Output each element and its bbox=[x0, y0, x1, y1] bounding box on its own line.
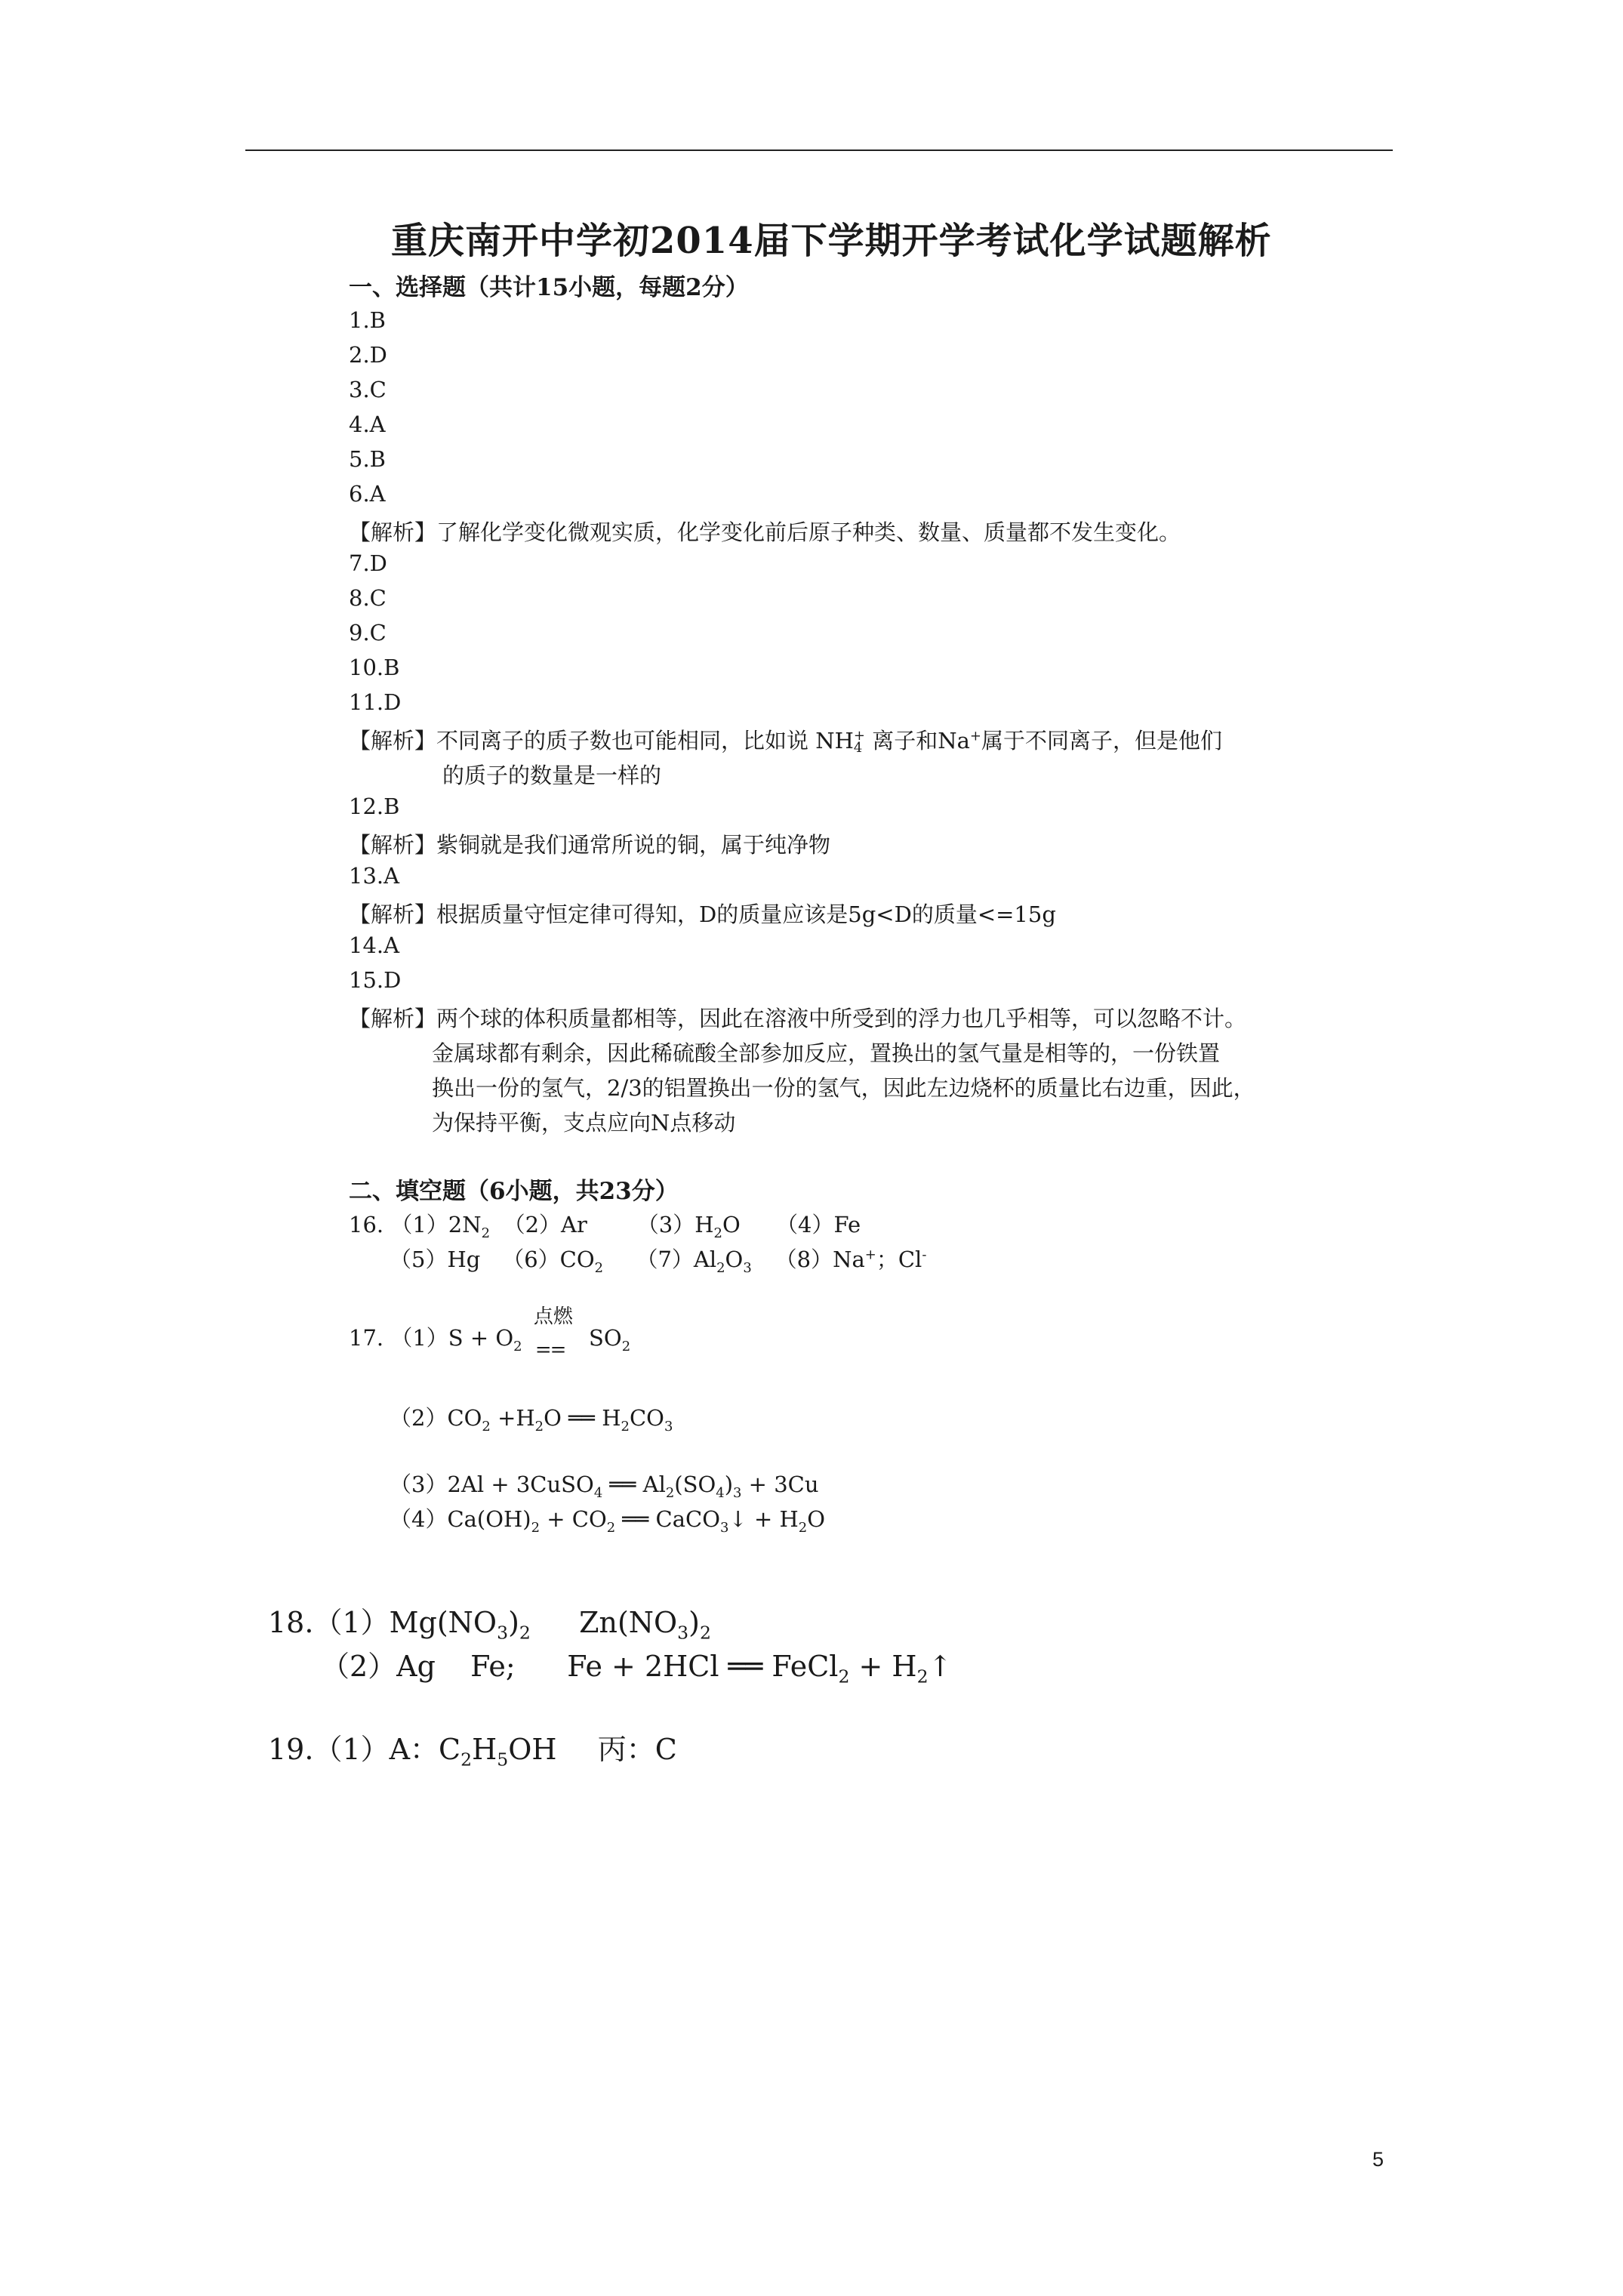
analysis-13 bbox=[349, 898, 1056, 929]
q17-l1-sub2: 2 bbox=[621, 1338, 631, 1354]
q19-line1 bbox=[268, 1726, 677, 1771]
analysis-12-text: 紫铜就是我们通常所说的铜，属于纯净物 bbox=[436, 832, 831, 858]
q17-l2-d: CO bbox=[629, 1405, 664, 1431]
analysis-label: 【解析】 bbox=[349, 519, 437, 545]
q17-l4-s1: 2 bbox=[531, 1519, 540, 1536]
analysis-11-line2: 的质子的数量是一样的 bbox=[442, 763, 662, 788]
q16-p8-sup: + bbox=[864, 1247, 876, 1263]
analysis-6 bbox=[349, 516, 1181, 547]
q17-l1-b: SO bbox=[589, 1325, 622, 1351]
q18-number: 18. bbox=[268, 1606, 314, 1639]
q17-l3-s4: 3 bbox=[733, 1484, 742, 1501]
reaction-condition bbox=[533, 1305, 577, 1361]
analysis-label: 【解析】 bbox=[349, 901, 437, 927]
q16-p3-sub: 2 bbox=[713, 1225, 722, 1241]
q18-l1-b: ) bbox=[508, 1606, 519, 1639]
q16-p6: （6）CO bbox=[502, 1247, 595, 1272]
answer-4: 4.A bbox=[349, 411, 386, 437]
q17-number: 17. bbox=[349, 1325, 384, 1351]
q16-part6 bbox=[502, 1243, 629, 1274]
analysis-13-text: 根据质量守恒定律可得知，D的质量应该是5g<D的质量<=15g bbox=[436, 901, 1056, 927]
q18-l2-s1: 2 bbox=[838, 1666, 850, 1687]
analysis-label: 【解析】 bbox=[349, 728, 437, 754]
page-title: 重庆南开中学初2014届下学期开学考试化学试题解析 bbox=[391, 220, 1272, 262]
q18-l2-e: ↑ bbox=[928, 1650, 953, 1683]
q17-l2-s3: 2 bbox=[621, 1418, 630, 1435]
analysis-15-line1 bbox=[349, 1002, 1246, 1033]
q16-line2 bbox=[390, 1243, 926, 1274]
answer-12: 12.B bbox=[349, 794, 400, 819]
q17-l3-b: ══ Al bbox=[602, 1472, 666, 1497]
q17-l4-s2: 2 bbox=[606, 1519, 616, 1536]
q17-l2-a: （2）CO bbox=[390, 1405, 482, 1431]
q17-line2 bbox=[390, 1401, 673, 1435]
q18-l1-a: （1）Mg(NO bbox=[313, 1606, 497, 1639]
q17-line1 bbox=[349, 1305, 631, 1361]
header-rule bbox=[245, 149, 1393, 151]
q16-p6-sub: 2 bbox=[594, 1259, 604, 1276]
analysis-11-text-c: 属于不同离子，但是他们 bbox=[981, 728, 1222, 754]
q16-p7-sub1: 2 bbox=[716, 1259, 725, 1276]
q18-l1-s1: 3 bbox=[497, 1622, 509, 1644]
answer-5: 5.B bbox=[349, 446, 386, 472]
analysis-15-line2: 金属球都有剩余，因此稀硫酸全部参加反应，置换出的氢气量是相等的，一份铁置 bbox=[432, 1040, 1221, 1066]
q18-l2-d: + H bbox=[849, 1650, 917, 1683]
q17-l2-s2: 2 bbox=[534, 1418, 544, 1435]
q17-l3-s3: 4 bbox=[716, 1484, 725, 1501]
q19-l1-b: H bbox=[472, 1733, 497, 1766]
q19-l1-s2: 5 bbox=[497, 1749, 509, 1771]
q18-l2-b: Fe; bbox=[470, 1650, 516, 1683]
answer-13: 13.A bbox=[349, 863, 400, 889]
answer-11: 11.D bbox=[349, 689, 402, 715]
q17-l2-s1: 2 bbox=[482, 1418, 491, 1435]
q16-part2: （2）Ar bbox=[503, 1212, 587, 1237]
answer-8: 8.C bbox=[349, 585, 387, 611]
analysis-label: 【解析】 bbox=[349, 1006, 437, 1031]
equals-sign: == bbox=[534, 1339, 565, 1361]
answer-10: 10.B bbox=[349, 655, 400, 680]
q17-l2-s4: 3 bbox=[664, 1418, 673, 1435]
na-charge: + bbox=[969, 728, 981, 744]
q18-l2-c: Fe + 2HCl ══ FeCl bbox=[567, 1650, 839, 1683]
q17-line4 bbox=[390, 1502, 825, 1536]
q17-l4-d: ↓ + H bbox=[728, 1506, 799, 1532]
q18-l1-c: Zn(NO bbox=[579, 1606, 678, 1639]
q16-line1 bbox=[349, 1208, 861, 1239]
q18-l1-s4: 2 bbox=[699, 1622, 711, 1644]
analysis-11-text-b: 离子和Na bbox=[872, 728, 970, 754]
q16-p8: （8）Na bbox=[775, 1247, 865, 1272]
q18-l1-d: ) bbox=[688, 1606, 700, 1639]
analysis-12 bbox=[349, 828, 830, 859]
q16-number: 16. bbox=[349, 1212, 384, 1237]
q16-p8b: ；Cl bbox=[876, 1247, 922, 1272]
q16-p3b: O bbox=[722, 1212, 741, 1237]
analysis-15-text-1: 两个球的体积质量都相等，因此在溶液中所受到的浮力也几乎相等，可以忽略不计。 bbox=[436, 1006, 1247, 1031]
q18-l1-s2: 2 bbox=[519, 1622, 531, 1644]
ion-symbol: NH bbox=[815, 728, 854, 754]
q16-p8-sup2: - bbox=[922, 1247, 927, 1263]
q16-part3 bbox=[637, 1208, 769, 1239]
page-number: 5 bbox=[1372, 2148, 1384, 2171]
q16-part8 bbox=[775, 1247, 927, 1272]
q19-number: 19. bbox=[268, 1733, 314, 1766]
q18-line1 bbox=[268, 1599, 711, 1644]
q17-line3 bbox=[390, 1468, 819, 1499]
analysis-15-line4: 为保持平衡，支点应向N点移动 bbox=[432, 1110, 736, 1136]
q18-l2-s2: 2 bbox=[916, 1666, 929, 1687]
section2-heading: 二、填空题（6小题，共23分） bbox=[349, 1178, 679, 1205]
ignition-condition: 点燃 bbox=[533, 1305, 573, 1328]
answer-6: 6.A bbox=[349, 481, 386, 507]
q17-l4-a: （4）Ca(OH) bbox=[390, 1506, 531, 1532]
q16-p1: （1）2N bbox=[390, 1212, 482, 1237]
answer-2: 2.D bbox=[349, 342, 387, 368]
q16-p7: （7）Al bbox=[636, 1247, 717, 1272]
q17-l3-s1: 4 bbox=[593, 1484, 603, 1501]
ion-charge: + bbox=[853, 727, 865, 744]
q18-line2 bbox=[321, 1643, 953, 1687]
q16-part1 bbox=[390, 1208, 496, 1239]
q18-l2-a: （2）Ag bbox=[321, 1650, 436, 1683]
q17-l1-sub: 2 bbox=[513, 1338, 522, 1354]
q16-p7b: O bbox=[725, 1247, 744, 1272]
q16-part4: （4）Fe bbox=[776, 1212, 861, 1237]
analysis-label: 【解析】 bbox=[349, 832, 437, 858]
ion-subscript: 4 bbox=[853, 740, 863, 756]
q16-part7 bbox=[636, 1243, 768, 1274]
answer-1: 1.B bbox=[349, 307, 386, 333]
q16-p1-sub: 2 bbox=[481, 1225, 491, 1241]
ammonium-ion bbox=[815, 728, 865, 754]
answer-14: 14.A bbox=[349, 932, 400, 958]
q17-l4-b: + CO bbox=[540, 1506, 607, 1532]
q17-l2-c: O ══ H bbox=[544, 1405, 621, 1431]
q19-l1-a: （1）A：C bbox=[313, 1733, 461, 1766]
analysis-6-text: 了解化学变化微观实质，化学变化前后原子种类、数量、质量都不发生变化。 bbox=[436, 519, 1181, 545]
q17-l4-c: ══ CaCO bbox=[615, 1506, 721, 1532]
q17-l3-c: (SO bbox=[674, 1472, 716, 1497]
q16-p3: （3）H bbox=[636, 1212, 714, 1237]
q19-l1-d: 丙：C bbox=[597, 1733, 677, 1766]
q17-l3-s2: 2 bbox=[665, 1484, 675, 1501]
answer-7: 7.D bbox=[349, 550, 387, 576]
q17-l3-e: + 3Cu bbox=[741, 1472, 819, 1497]
q17-l4-s3: 3 bbox=[720, 1519, 729, 1536]
q17-l3-d: ) bbox=[724, 1472, 734, 1497]
q16-part5: （5）Hg bbox=[390, 1247, 481, 1272]
analysis-15-line3: 换出一份的氢气，2/3的铝置换出一份的氢气，因此左边烧杯的质量比右边重，因此， bbox=[432, 1075, 1255, 1101]
q19-l1-s1: 2 bbox=[460, 1749, 473, 1771]
q17-l4-s4: 2 bbox=[798, 1519, 808, 1536]
q17-l3-a: （3）2Al + 3CuSO bbox=[390, 1472, 594, 1497]
q19-l1-c: OH bbox=[508, 1733, 557, 1766]
answer-15: 15.D bbox=[349, 967, 402, 993]
answer-9: 9.C bbox=[349, 620, 387, 646]
q17-l1-a: （1）S + O bbox=[390, 1325, 514, 1351]
analysis-11-line1 bbox=[349, 724, 1222, 755]
answer-3: 3.C bbox=[349, 377, 387, 402]
q17-l2-b: +H bbox=[490, 1405, 535, 1431]
section1-heading: 一、选择题（共计15小题，每题2分） bbox=[349, 274, 749, 301]
analysis-11-text-a: 不同离子的质子数也可能相同，比如说 bbox=[436, 728, 809, 754]
q17-l4-e: O bbox=[807, 1506, 825, 1532]
q18-l1-s3: 3 bbox=[677, 1622, 689, 1644]
q16-p7-sub2: 3 bbox=[743, 1259, 752, 1276]
